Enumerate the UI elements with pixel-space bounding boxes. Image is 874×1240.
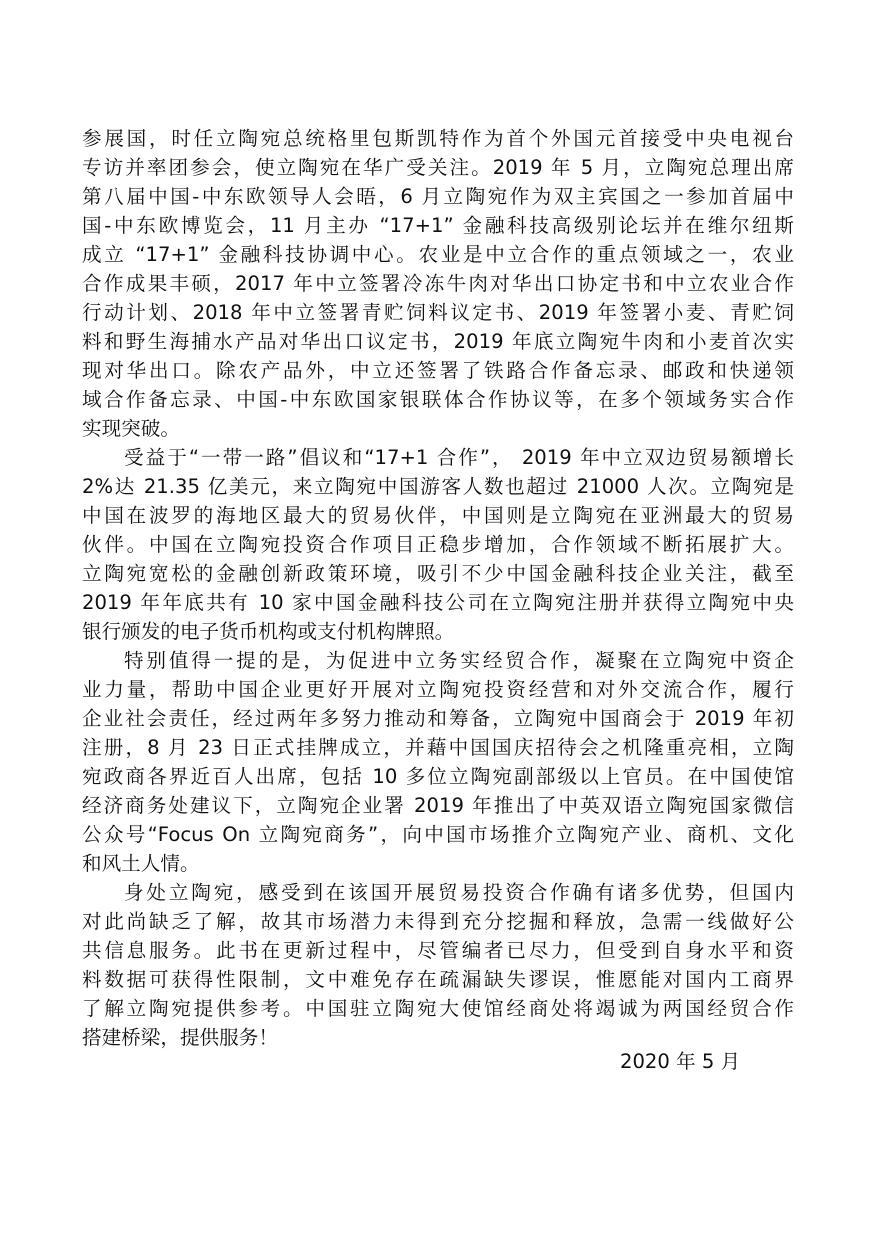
text-line: 宛政商各界近百人出席，包括 10 多位立陶宛副部级以上官员。在中国使馆 (82, 765, 794, 788)
paragraph-4 (82, 878, 794, 1052)
text-line: 合作成果丰硕，2017 年中立签署冷冻牛肉对华出口协定书和中立农业合作 (82, 272, 794, 295)
text-line: 企业社会责任，经过两年多努力推动和筹备，立陶宛中国商会于 2019 年初 (82, 707, 794, 730)
text-line: 业力量，帮助中国企业更好开展对立陶宛投资经营和对外交流合作，履行 (82, 678, 794, 701)
text-line: 搭建桥梁，提供服务！ (82, 1026, 278, 1049)
text-line: 第八届中国-中东欧领导人会晤，6 月立陶宛作为双主宾国之一参加首届中 (82, 185, 794, 208)
body-text (82, 124, 794, 1052)
text-line: 受益于“一带一路”倡议和“17+1 合作”， 2019 年中立双边贸易额增长 (124, 446, 794, 469)
text-line: 了解立陶宛提供参考。中国驻立陶宛大使馆经商处将竭诚为两国经贸合作 (82, 997, 794, 1020)
text-line: 国-中东欧博览会，11 月主办 “17+1” 金融科技高级别论坛并在维尔纽斯 (82, 214, 794, 237)
text-line: 特别值得一提的是，为促进中立务实经贸合作，凝聚在立陶宛中资企 (124, 649, 794, 672)
text-line: 立陶宛宽松的金融创新政策环境，吸引不少中国金融科技企业关注，截至 (82, 562, 794, 585)
text-line: 行动计划、2018 年中立签署青贮饲料议定书、2019 年签署小麦、青贮饲 (82, 301, 794, 324)
text-line: 经济商务处建议下，立陶宛企业署 2019 年推出了中英双语立陶宛国家微信 (82, 794, 794, 817)
text-line: 料数据可获得性限制，文中难免存在疏漏缺失谬误，惟愿能对国内工商界 (82, 968, 794, 991)
text-line: 身处立陶宛，感受到在该国开展贸易投资合作确有诸多优势，但国内 (124, 881, 794, 904)
text-line: 专访并率团参会，使立陶宛在华广受关注。2019 年 5 月，立陶宛总理出席 (82, 156, 794, 179)
document-date: 2020 年 5 月 (620, 1050, 741, 1073)
text-line: 共信息服务。此书在更新过程中，尽管编者已尽力，但受到自身水平和资 (82, 939, 794, 962)
text-line: 料和野生海捕水产品对华出口议定书，2019 年底立陶宛牛肉和小麦首次实 (82, 330, 794, 353)
paragraph-1 (82, 124, 794, 443)
text-line: 注册，8 月 23 日正式挂牌成立，并藉中国国庆招待会之机隆重亮相，立陶 (82, 736, 794, 759)
text-line: 实现突破。 (82, 417, 180, 440)
text-line: 域合作备忘录、中国-中东欧国家银联体合作协议等，在多个领域务实合作 (82, 388, 794, 411)
text-line: 参展国，时任立陶宛总统格里包斯凯特作为首个外国元首接受中央电视台 (82, 127, 794, 150)
text-line: 和风土人情。 (82, 852, 200, 875)
text-line: 公众号“Focus On 立陶宛商务”，向中国市场推介立陶宛产业、商机、文化 (82, 823, 794, 846)
paragraph-2 (82, 443, 794, 646)
text-line: 伙伴。中国在立陶宛投资合作项目正稳步增加，合作领域不断拓展扩大。 (82, 533, 794, 556)
text-line: 2019 年年底共有 10 家中国金融科技公司在立陶宛注册并获得立陶宛中央 (82, 591, 794, 614)
paragraph-3 (82, 646, 794, 878)
text-line: 中国在波罗的海地区最大的贸易伙伴，中国则是立陶宛在亚洲最大的贸易 (82, 504, 794, 527)
text-line: 成立 “17+1” 金融科技协调中心。农业是中立合作的重点领域之一，农业 (82, 243, 794, 266)
text-line: 对此尚缺乏了解，故其市场潜力未得到充分挖掘和释放，急需一线做好公 (82, 910, 794, 933)
text-line: 2%达 21.35 亿美元，来立陶宛中国游客人数也超过 21000 人次。立陶宛是 (82, 475, 794, 498)
text-line: 现对华出口。除农产品外，中立还签署了铁路合作备忘录、邮政和快递领 (82, 359, 794, 382)
text-line: 银行颁发的电子货币机构或支付机构牌照。 (82, 620, 455, 643)
